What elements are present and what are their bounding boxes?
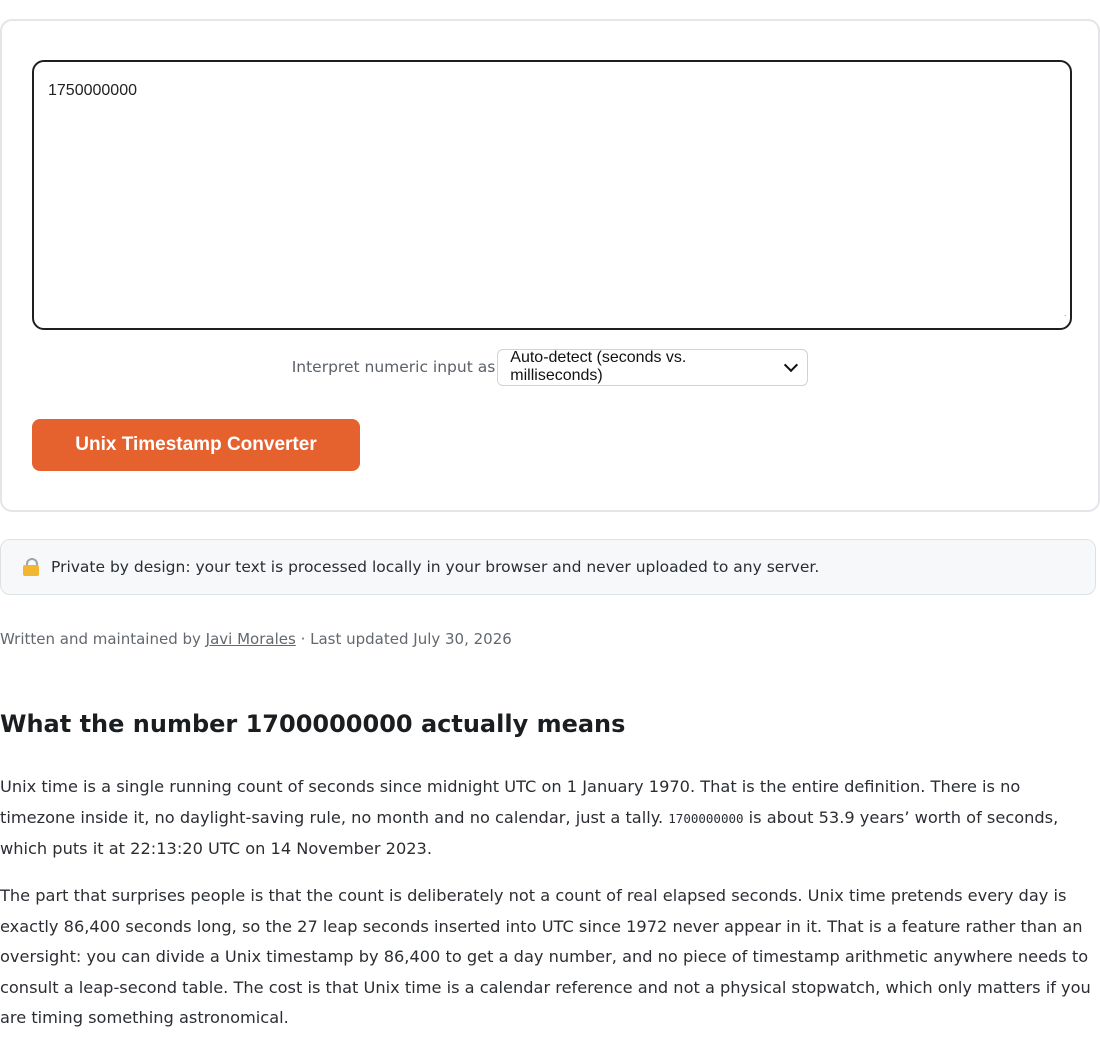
resize-handle-icon[interactable] <box>1056 306 1066 316</box>
timestamp-input[interactable] <box>32 60 1072 330</box>
article-paragraph-1 <box>0 772 1098 865</box>
lock-icon <box>23 557 41 577</box>
converter-card <box>0 19 1100 512</box>
privacy-notice <box>0 539 1096 595</box>
interpret-label: Interpret numeric input as <box>291 358 496 376</box>
paragraph-1-text-end: is about 53.9 years’ worth of seconds, which puts it at 22:13:20 UTC on 14 November 2023. <box>0 807 1059 858</box>
last-updated: Last updated July 30, 2026 <box>310 630 512 648</box>
byline-prefix: Written and maintained by <box>0 630 206 648</box>
interpret-mode-value: Auto-detect (seconds vs. milliseconds) <box>510 349 687 384</box>
paragraph-1-text-start: Unix time is a single running count of seconds since midnight UTC on 1 January 1970. That is the entire definition. There is no timezone inside it, no daylight-saving rule, no month and no calendar, just a tally. <box>0 777 1021 827</box>
chevron-down-icon <box>783 358 797 372</box>
author-link[interactable]: Javi Morales <box>205 630 296 648</box>
article-paragraph-2: The part that surprises people is that the count is deliberately not a count of real elapsed seconds. Unix time pretends every day is exactly 86,400 seconds long, so the 27 leap seconds inserted into UTC since 1972 never appear in it. That is a feature rather than an oversight: you can divide a Unix timestamp by 86,400 to get a day number, and no piece of timestamp arithmetic anywhere needs to consult a leap-second table. The cost is that Unix time is a calendar reference and not a physical stopwatch, which only matters if you are timing something astronomical. <box>0 886 1091 1027</box>
byline <box>0 630 512 648</box>
interpret-mode-select[interactable] <box>497 349 808 386</box>
article-title: What the number 1700000000 actually means <box>0 710 626 738</box>
inline-code-timestamp: 1700000000 <box>668 810 744 826</box>
byline-separator: · <box>295 630 311 648</box>
convert-button[interactable]: Unix Timestamp Converter <box>32 419 360 471</box>
privacy-text: Private by design: your text is processed locally in your browser and never uploaded to any server. <box>51 558 820 576</box>
interpret-row <box>2 348 1098 386</box>
